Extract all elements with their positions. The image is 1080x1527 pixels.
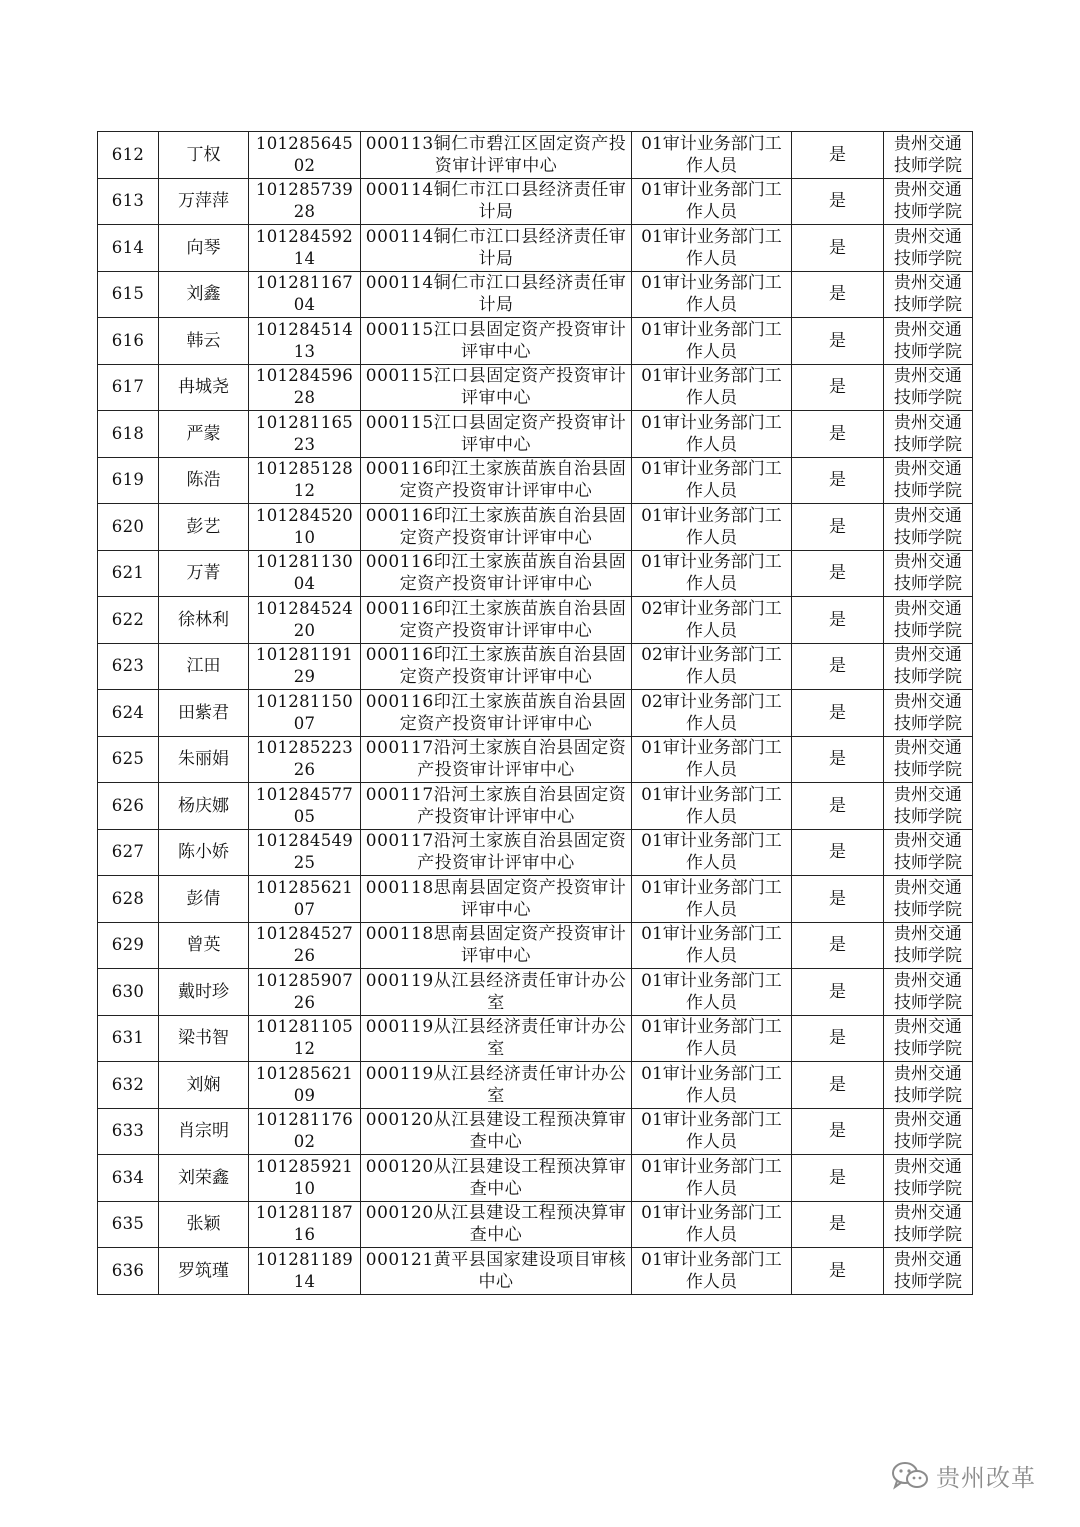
unit-cell: 000115江口县固定资产投资审计评审中心 [361, 364, 632, 411]
qualified-cell: 是 [792, 271, 884, 318]
name-cell: 冉城尧 [159, 364, 249, 411]
table-row [98, 364, 973, 411]
ticket-number-cell: 10128119129 [249, 643, 361, 690]
exam-venue-cell: 贵州交通技师学院 [884, 411, 973, 458]
table-row [98, 411, 973, 458]
qualified-cell: 是 [792, 411, 884, 458]
seq-cell: 636 [98, 1248, 159, 1295]
table-row [98, 550, 973, 597]
qualified-cell: 是 [792, 922, 884, 969]
post-cell: 01审计业务部门工作人员 [632, 876, 792, 923]
qualified-cell: 是 [792, 1108, 884, 1155]
unit-cell: 000115江口县固定资产投资审计评审中心 [361, 318, 632, 365]
wechat-icon [890, 1461, 930, 1491]
ticket-number-cell: 10128452420 [249, 597, 361, 644]
post-cell: 01审计业务部门工作人员 [632, 1201, 792, 1248]
qualified-cell: 是 [792, 225, 884, 272]
post-cell: 01审计业务部门工作人员 [632, 225, 792, 272]
ticket-number-cell: 10128116704 [249, 271, 361, 318]
exam-venue-cell: 贵州交通技师学院 [884, 318, 973, 365]
ticket-number-cell: 10128590726 [249, 969, 361, 1016]
unit-cell: 000116印江土家族苗族自治县固定资产投资审计评审中心 [361, 504, 632, 551]
ticket-number-cell: 10128118914 [249, 1248, 361, 1295]
table-row [98, 643, 973, 690]
exam-venue-cell: 贵州交通技师学院 [884, 364, 973, 411]
unit-cell: 000120从江县建设工程预决算审查中心 [361, 1155, 632, 1202]
exam-venue-cell: 贵州交通技师学院 [884, 504, 973, 551]
name-cell: 韩云 [159, 318, 249, 365]
ticket-number-cell: 10128454925 [249, 829, 361, 876]
table-row [98, 922, 973, 969]
ticket-number-cell: 10128117602 [249, 1108, 361, 1155]
exam-venue-cell: 贵州交通技师学院 [884, 643, 973, 690]
unit-cell: 000116印江土家族苗族自治县固定资产投资审计评审中心 [361, 597, 632, 644]
seq-cell: 628 [98, 876, 159, 923]
name-cell: 戴时珍 [159, 969, 249, 1016]
qualified-cell: 是 [792, 736, 884, 783]
name-cell: 刘娴 [159, 1062, 249, 1109]
post-cell: 02审计业务部门工作人员 [632, 643, 792, 690]
post-cell: 01审计业务部门工作人员 [632, 411, 792, 458]
exam-venue-cell: 贵州交通技师学院 [884, 922, 973, 969]
name-cell: 陈浩 [159, 457, 249, 504]
table-row [98, 504, 973, 551]
unit-cell: 000117沿河土家族自治县固定资产投资审计评审中心 [361, 736, 632, 783]
seq-cell: 618 [98, 411, 159, 458]
name-cell: 陈小娇 [159, 829, 249, 876]
seq-cell: 615 [98, 271, 159, 318]
table-row [98, 690, 973, 737]
seq-cell: 633 [98, 1108, 159, 1155]
post-cell: 01审计业务部门工作人员 [632, 1015, 792, 1062]
candidate-table-body [98, 132, 973, 1295]
ticket-number-cell: 10128113004 [249, 550, 361, 597]
table-row [98, 1108, 973, 1155]
post-cell: 01审计业务部门工作人员 [632, 969, 792, 1016]
name-cell: 田紫君 [159, 690, 249, 737]
ticket-number-cell: 10128592110 [249, 1155, 361, 1202]
table-row [98, 178, 973, 225]
name-cell: 徐林利 [159, 597, 249, 644]
table-row [98, 736, 973, 783]
table-row [98, 969, 973, 1016]
qualified-cell: 是 [792, 690, 884, 737]
seq-cell: 625 [98, 736, 159, 783]
exam-venue-cell: 贵州交通技师学院 [884, 550, 973, 597]
name-cell: 万萍萍 [159, 178, 249, 225]
seq-cell: 632 [98, 1062, 159, 1109]
name-cell: 刘鑫 [159, 271, 249, 318]
table-row [98, 271, 973, 318]
exam-venue-cell: 贵州交通技师学院 [884, 783, 973, 830]
ticket-number-cell: 10128452726 [249, 922, 361, 969]
table-row [98, 225, 973, 272]
seq-cell: 619 [98, 457, 159, 504]
name-cell: 彭艺 [159, 504, 249, 551]
exam-venue-cell: 贵州交通技师学院 [884, 1155, 973, 1202]
qualified-cell: 是 [792, 550, 884, 597]
post-cell: 01审计业务部门工作人员 [632, 504, 792, 551]
exam-venue-cell: 贵州交通技师学院 [884, 1201, 973, 1248]
ticket-number-cell: 10128562109 [249, 1062, 361, 1109]
ticket-number-cell: 10128451413 [249, 318, 361, 365]
qualified-cell: 是 [792, 364, 884, 411]
table-row [98, 1248, 973, 1295]
unit-cell: 000116印江土家族苗族自治县固定资产投资审计评审中心 [361, 550, 632, 597]
ticket-number-cell: 10128459214 [249, 225, 361, 272]
qualified-cell: 是 [792, 969, 884, 1016]
table-row [98, 1015, 973, 1062]
post-cell: 01审计业务部门工作人员 [632, 318, 792, 365]
qualified-cell: 是 [792, 318, 884, 365]
unit-cell: 000120从江县建设工程预决算审查中心 [361, 1108, 632, 1155]
qualified-cell: 是 [792, 876, 884, 923]
name-cell: 梁书智 [159, 1015, 249, 1062]
unit-cell: 000113铜仁市碧江区固定资产投资审计评审中心 [361, 132, 632, 179]
unit-cell: 000114铜仁市江口县经济责任审计局 [361, 225, 632, 272]
unit-cell: 000114铜仁市江口县经济责任审计局 [361, 271, 632, 318]
unit-cell: 000119从江县经济责任审计办公室 [361, 1015, 632, 1062]
seq-cell: 629 [98, 922, 159, 969]
qualified-cell: 是 [792, 178, 884, 225]
ticket-number-cell: 10128459628 [249, 364, 361, 411]
exam-venue-cell: 贵州交通技师学院 [884, 969, 973, 1016]
seq-cell: 617 [98, 364, 159, 411]
seq-cell: 614 [98, 225, 159, 272]
table-row [98, 1062, 973, 1109]
seq-cell: 623 [98, 643, 159, 690]
unit-cell: 000117沿河土家族自治县固定资产投资审计评审中心 [361, 829, 632, 876]
post-cell: 01审计业务部门工作人员 [632, 736, 792, 783]
qualified-cell: 是 [792, 829, 884, 876]
name-cell: 彭倩 [159, 876, 249, 923]
unit-cell: 000120从江县建设工程预决算审查中心 [361, 1201, 632, 1248]
ticket-number-cell: 10128562107 [249, 876, 361, 923]
seq-cell: 635 [98, 1201, 159, 1248]
exam-venue-cell: 贵州交通技师学院 [884, 457, 973, 504]
watermark-text: 贵州改革 [936, 1464, 1036, 1492]
ticket-number-cell: 10128116523 [249, 411, 361, 458]
name-cell: 杨庆娜 [159, 783, 249, 830]
ticket-number-cell: 10128512812 [249, 457, 361, 504]
seq-cell: 620 [98, 504, 159, 551]
seq-cell: 634 [98, 1155, 159, 1202]
exam-venue-cell: 贵州交通技师学院 [884, 1062, 973, 1109]
seq-cell: 616 [98, 318, 159, 365]
qualified-cell: 是 [792, 1155, 884, 1202]
unit-cell: 000116印江土家族苗族自治县固定资产投资审计评审中心 [361, 643, 632, 690]
ticket-number-cell: 10128573928 [249, 178, 361, 225]
name-cell: 罗筑瑾 [159, 1248, 249, 1295]
exam-venue-cell: 贵州交通技师学院 [884, 1248, 973, 1295]
post-cell: 01审计业务部门工作人员 [632, 550, 792, 597]
post-cell: 01审计业务部门工作人员 [632, 364, 792, 411]
unit-cell: 000115江口县固定资产投资审计评审中心 [361, 411, 632, 458]
table-row [98, 597, 973, 644]
unit-cell: 000117沿河土家族自治县固定资产投资审计评审中心 [361, 783, 632, 830]
table-row [98, 829, 973, 876]
ticket-number-cell: 10128564502 [249, 132, 361, 179]
qualified-cell: 是 [792, 504, 884, 551]
seq-cell: 624 [98, 690, 159, 737]
seq-cell: 612 [98, 132, 159, 179]
ticket-number-cell: 10128457705 [249, 783, 361, 830]
unit-cell: 000116印江土家族苗族自治县固定资产投资审计评审中心 [361, 690, 632, 737]
post-cell: 01审计业务部门工作人员 [632, 457, 792, 504]
unit-cell: 000119从江县经济责任审计办公室 [361, 969, 632, 1016]
name-cell: 刘荣鑫 [159, 1155, 249, 1202]
post-cell: 01审计业务部门工作人员 [632, 922, 792, 969]
qualified-cell: 是 [792, 1062, 884, 1109]
exam-venue-cell: 贵州交通技师学院 [884, 876, 973, 923]
account-watermark [890, 1458, 1036, 1493]
ticket-number-cell: 10128118716 [249, 1201, 361, 1248]
seq-cell: 621 [98, 550, 159, 597]
post-cell: 01审计业务部门工作人员 [632, 178, 792, 225]
name-cell: 万菁 [159, 550, 249, 597]
table-row [98, 1201, 973, 1248]
table-row [98, 132, 973, 179]
post-cell: 01审计业务部门工作人员 [632, 271, 792, 318]
name-cell: 丁权 [159, 132, 249, 179]
qualified-cell: 是 [792, 783, 884, 830]
exam-venue-cell: 贵州交通技师学院 [884, 597, 973, 644]
roster-sheet [97, 131, 973, 1295]
post-cell: 01审计业务部门工作人员 [632, 1155, 792, 1202]
post-cell: 01审计业务部门工作人员 [632, 132, 792, 179]
exam-venue-cell: 贵州交通技师学院 [884, 690, 973, 737]
qualified-cell: 是 [792, 597, 884, 644]
unit-cell: 000121黄平县国家建设项目审核中心 [361, 1248, 632, 1295]
post-cell: 01审计业务部门工作人员 [632, 829, 792, 876]
name-cell: 江田 [159, 643, 249, 690]
exam-venue-cell: 贵州交通技师学院 [884, 225, 973, 272]
qualified-cell: 是 [792, 1248, 884, 1295]
post-cell: 01审计业务部门工作人员 [632, 1108, 792, 1155]
unit-cell: 000119从江县经济责任审计办公室 [361, 1062, 632, 1109]
ticket-number-cell: 10128110512 [249, 1015, 361, 1062]
name-cell: 张颖 [159, 1201, 249, 1248]
qualified-cell: 是 [792, 1015, 884, 1062]
table-row [98, 457, 973, 504]
qualified-cell: 是 [792, 132, 884, 179]
qualified-cell: 是 [792, 457, 884, 504]
ticket-number-cell: 10128115007 [249, 690, 361, 737]
seq-cell: 622 [98, 597, 159, 644]
seq-cell: 630 [98, 969, 159, 1016]
seq-cell: 626 [98, 783, 159, 830]
table-row [98, 318, 973, 365]
exam-venue-cell: 贵州交通技师学院 [884, 829, 973, 876]
exam-venue-cell: 贵州交通技师学院 [884, 271, 973, 318]
qualified-cell: 是 [792, 1201, 884, 1248]
exam-venue-cell: 贵州交通技师学院 [884, 1108, 973, 1155]
post-cell: 01审计业务部门工作人员 [632, 1062, 792, 1109]
name-cell: 朱丽娟 [159, 736, 249, 783]
name-cell: 肖宗明 [159, 1108, 249, 1155]
unit-cell: 000116印江土家族苗族自治县固定资产投资审计评审中心 [361, 457, 632, 504]
name-cell: 严蒙 [159, 411, 249, 458]
exam-venue-cell: 贵州交通技师学院 [884, 1015, 973, 1062]
qualified-cell: 是 [792, 643, 884, 690]
table-row [98, 783, 973, 830]
table-row [98, 876, 973, 923]
candidate-table [97, 131, 973, 1295]
exam-venue-cell: 贵州交通技师学院 [884, 132, 973, 179]
ticket-number-cell: 10128452010 [249, 504, 361, 551]
table-row [98, 1155, 973, 1202]
name-cell: 向琴 [159, 225, 249, 272]
post-cell: 02审计业务部门工作人员 [632, 690, 792, 737]
seq-cell: 613 [98, 178, 159, 225]
name-cell: 曾英 [159, 922, 249, 969]
post-cell: 02审计业务部门工作人员 [632, 597, 792, 644]
seq-cell: 631 [98, 1015, 159, 1062]
post-cell: 01审计业务部门工作人员 [632, 783, 792, 830]
unit-cell: 000118思南县固定资产投资审计评审中心 [361, 922, 632, 969]
exam-venue-cell: 贵州交通技师学院 [884, 736, 973, 783]
unit-cell: 000118思南县固定资产投资审计评审中心 [361, 876, 632, 923]
unit-cell: 000114铜仁市江口县经济责任审计局 [361, 178, 632, 225]
exam-venue-cell: 贵州交通技师学院 [884, 178, 973, 225]
post-cell: 01审计业务部门工作人员 [632, 1248, 792, 1295]
seq-cell: 627 [98, 829, 159, 876]
ticket-number-cell: 10128522326 [249, 736, 361, 783]
